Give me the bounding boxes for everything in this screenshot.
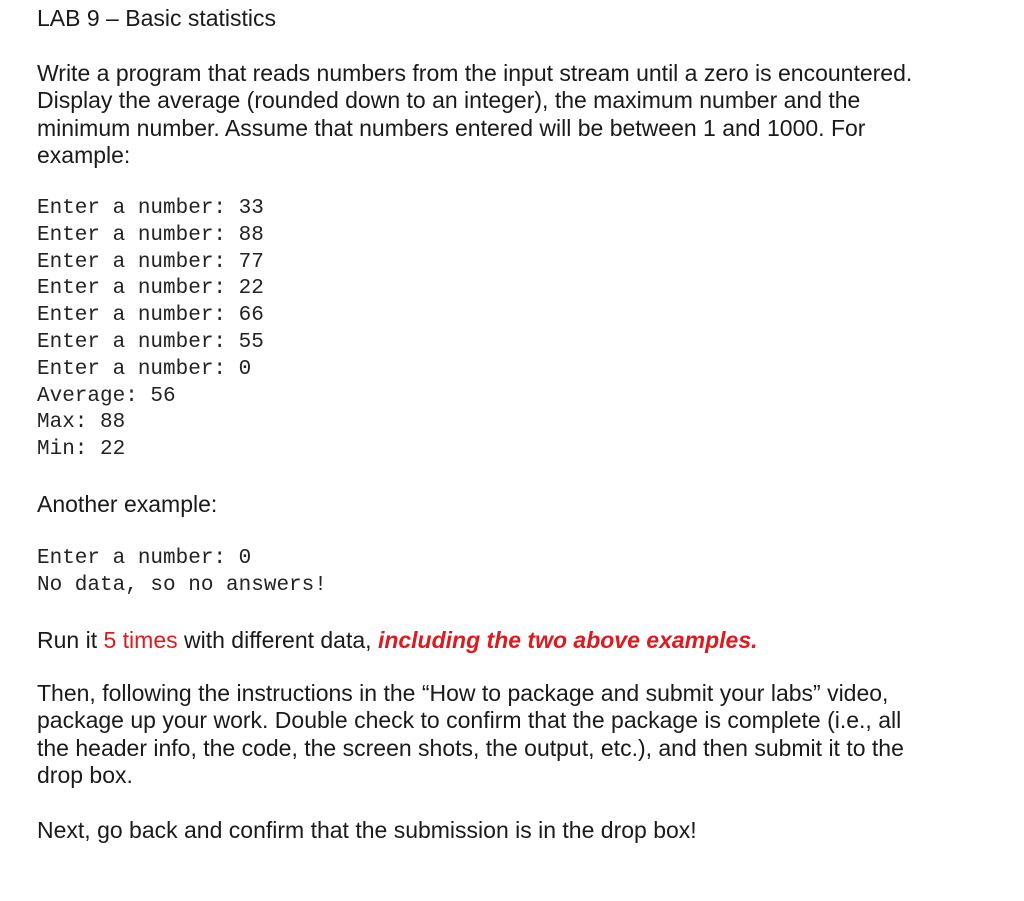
intro-line: Display the average (rounded down to an integer), the maximum number and the <box>37 87 861 114</box>
run-instruction <box>37 627 977 654</box>
another-example-text: Another example: <box>37 491 218 517</box>
run-middle: with different data, <box>177 627 378 653</box>
code-line: Enter a number: 0 <box>37 547 252 570</box>
code-line: Enter a number: 22 <box>37 277 264 301</box>
run-instruction-line <box>37 627 977 654</box>
code-line: No data, so no answers! <box>37 573 327 597</box>
code-line: Enter a number: 66 <box>37 304 264 328</box>
another-example-label <box>37 491 977 518</box>
intro-paragraph <box>37 60 977 169</box>
run-prefix: Run it <box>37 627 104 653</box>
code-line: Max: 88 <box>37 411 126 435</box>
run-count-highlight: 5 times <box>103 627 178 653</box>
code-line: Enter a number: 88 <box>37 223 264 247</box>
intro-line: minimum number. Assume that numbers entered will be between 1 and 1000. For <box>37 114 866 141</box>
run-emphasis: including the two above examples. <box>377 627 758 653</box>
intro-line: example: <box>37 141 131 168</box>
final-note-text: Next, go back and confirm that the submission is in the drop box! <box>37 817 697 843</box>
package-line: the header info, the code, the screen shots, the output, etc.), and then submit it to the <box>37 734 904 761</box>
code-line: Enter a number: 77 <box>37 250 264 274</box>
final-note <box>37 817 977 844</box>
example-1-output <box>37 196 264 464</box>
code-line: Enter a number: 0 <box>37 357 252 381</box>
package-line: package up your work. Double check to confirm that the package is complete (i.e., all <box>37 707 902 734</box>
package-line: drop box. <box>37 761 133 788</box>
code-line: Enter a number: 55 <box>37 330 264 354</box>
package-paragraph <box>37 680 977 789</box>
code-line: Min: 22 <box>37 438 126 462</box>
lab-title: LAB 9 – Basic statistics <box>37 5 277 31</box>
package-line: Then, following the instructions in the “How to package and submit your labs” video, <box>37 680 889 706</box>
example-2-output <box>37 546 327 600</box>
code-line: Average: 56 <box>37 384 176 408</box>
intro-line: Write a program that reads numbers from the input stream until a zero is encountered. <box>37 60 913 86</box>
code-line: Enter a number: 33 <box>37 197 264 220</box>
